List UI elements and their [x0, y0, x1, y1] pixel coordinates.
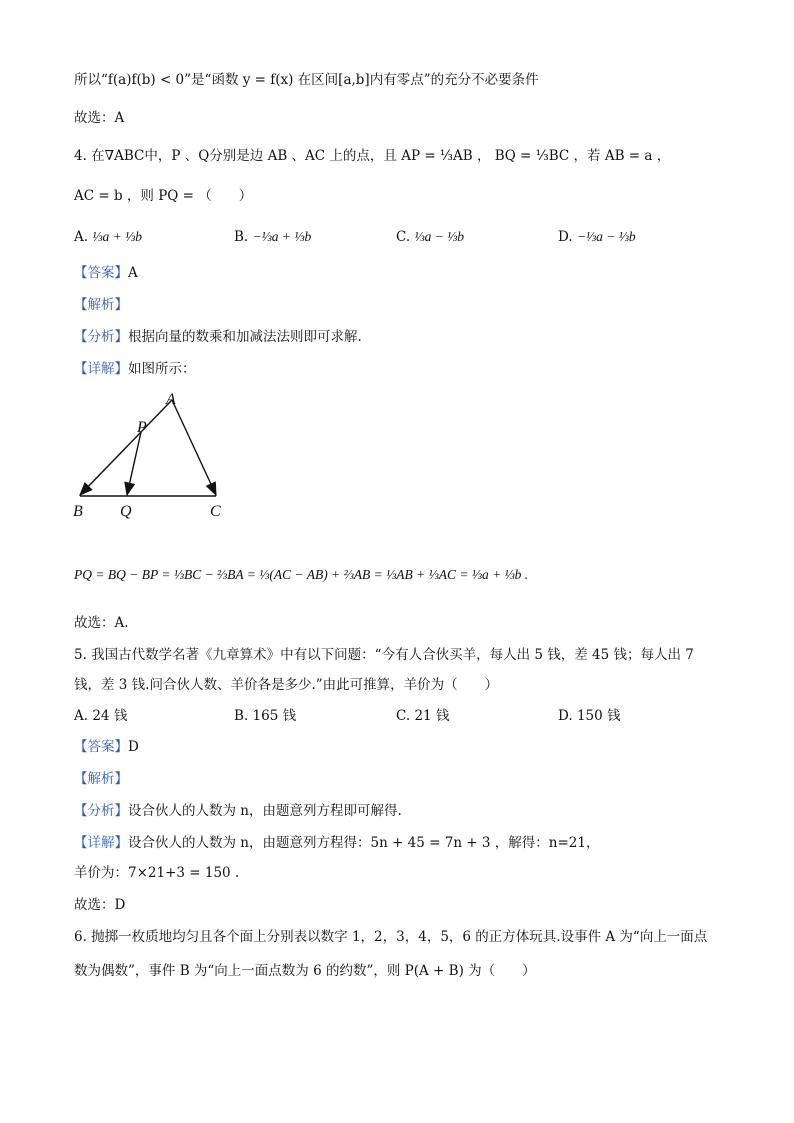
q5-option-a: [74, 706, 127, 726]
question-6-stem: 6. 抛掷一枚质地均匀且各个面上分别表以数字 1，2，3，4，5，6 的正方体玩具.设事件 A 为“向上一面点: [74, 929, 708, 945]
q5-option-c: [396, 706, 449, 726]
solution-formula: PQ = BQ − BP = ⅓BC − ⅔BA = ⅓(AC − AB) + ⅔AB = ⅓AB + ⅓AC = ⅓a + ⅓b .: [74, 567, 529, 582]
detail-label: 【详解】: [74, 835, 128, 851]
segment-pq: [127, 432, 141, 495]
conclusion-line: 所以“f(a)f(b) < 0”是“函数 y = f(x) 在区间[a,b]内有零点”的充分不必要条件: [74, 72, 539, 88]
analysis-label: 【分析】: [74, 329, 128, 345]
option-text: −⅓a + ⅓b: [252, 229, 312, 244]
triangle-figure: [66, 388, 246, 528]
option-text: 21 钱: [414, 708, 450, 724]
answer-choice-q5: 故选：D: [74, 897, 126, 913]
price-result: 羊价为：7×21+3 = 150 .: [74, 865, 240, 881]
question-4-stem-cont: AC = b ，则 PQ = （ ）: [74, 188, 253, 204]
detail-text: 设合伙人的人数为 n，由题意列方程得：5n + 45 = 7n + 3 ，解得：n=21，: [128, 835, 600, 851]
analysis-row-1: [74, 327, 362, 347]
answer-tag: 【答案】: [74, 739, 128, 755]
label-p: P: [137, 419, 147, 436]
option-text: 24 钱: [92, 708, 128, 724]
option-key: A.: [74, 229, 89, 245]
option-text: ⅓a − ⅓b: [414, 229, 465, 244]
option-key: C.: [396, 708, 411, 724]
analysis-header-1: [74, 295, 128, 315]
option-key: A.: [74, 708, 89, 724]
option-key: C.: [396, 229, 411, 245]
detail-label: 【详解】: [74, 361, 128, 377]
option-key: D.: [558, 708, 573, 724]
analysis-header-2: [74, 769, 128, 789]
segment-ab: [80, 400, 172, 495]
option-text: 150 钱: [576, 708, 621, 724]
segment-ac: [172, 400, 216, 495]
option-text: 165 钱: [252, 708, 297, 724]
question-6-stem-cont: 数为偶数”，事件 B 为“向上一面点数为 6 的约数”，则 P(A + B) 为（ ）: [74, 963, 536, 979]
answer-choice-q4: 故选：A.: [74, 615, 129, 631]
option-key: B.: [234, 229, 249, 245]
answer-row-1: [74, 263, 138, 283]
q4-option-a: [74, 227, 142, 247]
answer-value: D: [128, 739, 139, 755]
answer-row-2: [74, 737, 139, 757]
answer-tag: 【答案】: [74, 265, 128, 281]
label-a: A: [166, 391, 176, 408]
question-5-stem: 5. 我国古代数学名著《九章算术》中有以下问题：“今有人合伙买羊，每人出 5 钱，差 45 钱；每人出 7: [74, 647, 694, 663]
analysis-tag: 【解析】: [74, 297, 128, 313]
detail-row-2: [74, 833, 599, 853]
label-b: B: [73, 503, 83, 520]
label-c: C: [210, 503, 221, 520]
question-4-stem: 4. 在∇ABC中，P 、Q分别是边 AB 、AC 上的点，且 AP = ⅓AB ， BQ = ⅓BC ，若 AB = a ，: [74, 148, 671, 164]
detail-text: 如图所示：: [128, 361, 196, 377]
question-5-stem-cont: 钱，差 3 钱.问合伙人数、羊价各是多少.”由此可推算，羊价为（ ）: [74, 677, 499, 693]
answer-value: A: [128, 265, 138, 281]
q4-option-d: [558, 227, 636, 247]
label-q: Q: [120, 503, 132, 520]
analysis-tag: 【解析】: [74, 771, 128, 787]
analysis-text: 根据向量的数乘和加减法法则即可求解.: [128, 329, 362, 345]
option-text: ⅓a + ⅓b: [92, 229, 142, 244]
analysis-text: 设合伙人的人数为 n，由题意列方程即可解得.: [128, 803, 402, 819]
answer-choice-line: 故选：A: [74, 110, 125, 126]
q5-option-b: [234, 706, 296, 726]
analysis-row-2: [74, 801, 402, 821]
q5-option-d: [558, 706, 621, 726]
analysis-label: 【分析】: [74, 803, 128, 819]
q4-option-b: [234, 227, 311, 247]
option-key: B.: [234, 708, 249, 724]
detail-row-1: [74, 359, 196, 379]
option-key: D.: [558, 229, 573, 245]
q4-option-c: [396, 227, 464, 247]
option-text: −⅓a − ⅓b: [576, 229, 636, 244]
